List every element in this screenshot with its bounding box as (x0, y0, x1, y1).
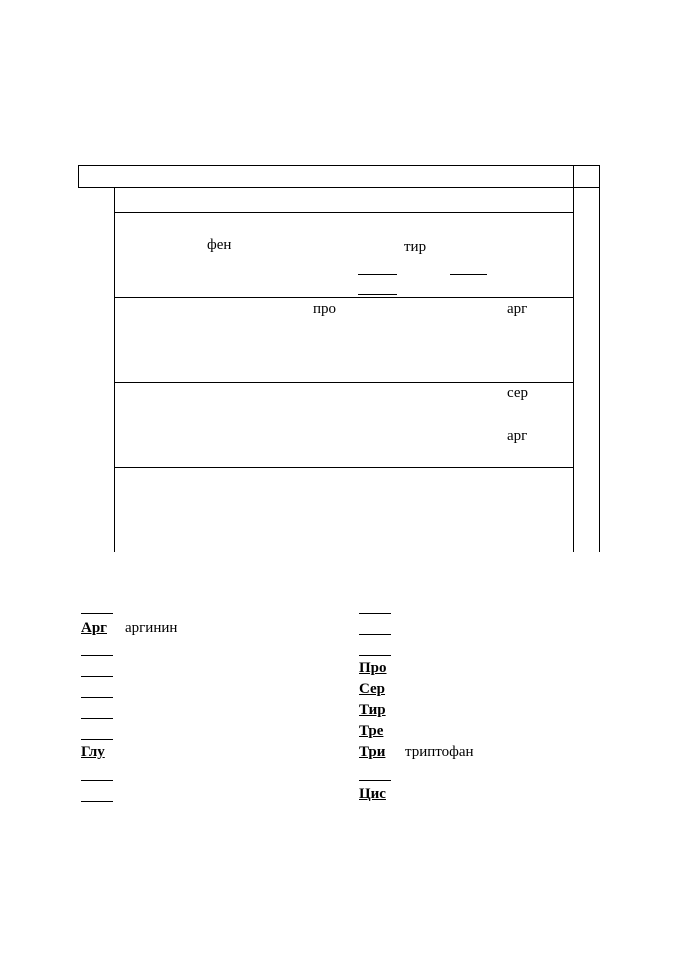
legend-bar (359, 634, 391, 635)
legend-bar (81, 780, 113, 781)
table-top-border (78, 165, 600, 166)
row-divider-4 (114, 467, 574, 468)
legend-abbr-arg: Арг (81, 620, 107, 636)
row-divider-2 (114, 297, 574, 298)
blank-line (358, 294, 397, 295)
legend-abbr-cys: Цис (359, 786, 386, 802)
table-left-border (78, 165, 79, 188)
row-divider-3 (114, 382, 574, 383)
legend-abbr-ser: Сер (359, 681, 386, 697)
legend-bar (81, 697, 113, 698)
blank-line (450, 274, 487, 275)
table-inner-left-border (114, 187, 115, 552)
row-divider-1 (114, 212, 574, 213)
blank-line (358, 274, 397, 275)
label-arg: арг (507, 428, 528, 444)
legend-abbr-tyr: Тир (359, 702, 386, 718)
legend-full-trp: триптофан (405, 744, 474, 760)
legend-bar (81, 739, 113, 740)
legend-abbr-glu: Глу (81, 744, 105, 760)
legend-bar (81, 676, 113, 677)
legend-bar (359, 613, 391, 614)
legend-abbr-thr: Тре (359, 723, 384, 739)
legend-bar (81, 801, 113, 802)
label-tyr: тир (404, 239, 427, 255)
label-arg: арг (507, 301, 528, 317)
legend-abbr-pro: Про (359, 660, 387, 676)
table-right-border (599, 165, 600, 552)
table-header-divider (78, 187, 600, 188)
label-ser: сер (507, 385, 528, 401)
legend-bar (81, 718, 113, 719)
legend-abbr-trp: Три (359, 744, 386, 760)
label-pro: про (313, 301, 337, 317)
legend-bar (81, 655, 113, 656)
legend-full-arg: аргинин (125, 620, 178, 636)
legend-bar (359, 780, 391, 781)
legend-bar (81, 613, 113, 614)
legend-bar (359, 655, 391, 656)
label-phen: фен (207, 237, 232, 253)
table-inner-right-border (573, 165, 574, 552)
